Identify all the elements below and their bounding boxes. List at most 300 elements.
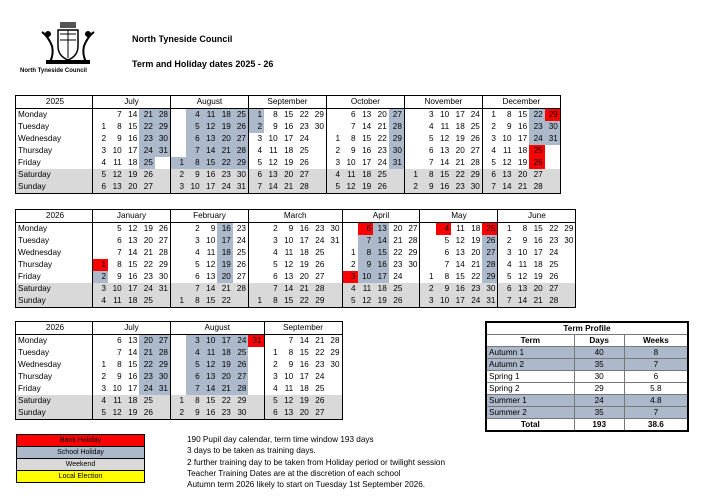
calendar-day-cell <box>326 181 342 194</box>
day-number: 8 <box>117 122 122 131</box>
day-number: 23 <box>236 224 246 233</box>
day-number: 25 <box>143 158 153 167</box>
term-weeks: 8 <box>624 347 688 359</box>
day-number: 10 <box>268 134 278 143</box>
day-number: 19 <box>455 134 465 143</box>
day-number: 12 <box>362 296 372 305</box>
calendar-day-cell <box>124 335 140 348</box>
calendar-day-cell <box>545 247 561 259</box>
day-number: 17 <box>455 110 465 119</box>
day-number: 26 <box>236 122 246 131</box>
day-number: 9 <box>117 272 122 281</box>
calendar-day-cell <box>311 145 327 157</box>
calendar-day-cell <box>233 133 249 145</box>
day-number: 15 <box>533 224 543 233</box>
day-number: 18 <box>128 158 138 167</box>
calendar-day-cell <box>373 235 389 247</box>
day-number: 27 <box>549 284 559 293</box>
calendar-day-cell <box>467 181 483 194</box>
day-number: 10 <box>440 296 450 305</box>
day-number: 17 <box>299 236 309 245</box>
calendar-day-cell <box>124 169 140 181</box>
calendar-day-cell <box>326 359 342 371</box>
calendar-day-cell <box>420 271 436 283</box>
day-number <box>246 296 248 305</box>
day-number: 4 <box>444 224 450 233</box>
day-number: 18 <box>221 248 231 257</box>
calendar-day-cell <box>389 145 405 157</box>
day-number: 16 <box>455 284 465 293</box>
calendar-day-cell <box>482 109 498 122</box>
day-number <box>262 236 264 245</box>
day-number: 29 <box>392 134 402 143</box>
calendar-day-cell <box>202 169 218 181</box>
day-number: 20 <box>518 170 528 179</box>
calendar-day-cell <box>545 259 561 271</box>
day-number <box>168 408 170 417</box>
calendar-day-cell <box>155 395 171 407</box>
calendar-day-cell <box>155 407 171 420</box>
day-number: 16 <box>377 260 387 269</box>
day-number: 8 <box>273 296 278 305</box>
day-number <box>340 384 342 393</box>
day-number: 21 <box>455 158 465 167</box>
calendar-day-cell <box>186 235 202 247</box>
calendar-day-cell <box>186 121 202 133</box>
day-number: 22 <box>299 110 309 119</box>
day-number: 28 <box>315 284 325 293</box>
calendar-day-cell <box>404 223 420 236</box>
day-number: 26 <box>143 170 153 179</box>
calendar-day-cell <box>514 121 530 133</box>
calendar-day-cell <box>248 259 264 271</box>
calendar-day-cell <box>186 383 202 395</box>
day-number: 8 <box>522 224 528 233</box>
term-profile-row <box>486 371 688 383</box>
day-number: 18 <box>518 146 528 155</box>
day-number: 4 <box>351 284 356 293</box>
calendar-day-cell <box>295 247 311 259</box>
calendar-day-cell <box>326 259 342 271</box>
term-days: 29 <box>574 383 624 395</box>
calendar-day-cell <box>545 271 561 283</box>
calendar-day-cell <box>389 109 405 122</box>
calendar-day-cell <box>326 121 342 133</box>
day-number: 23 <box>471 284 481 293</box>
day-number: 21 <box>518 182 528 191</box>
calendar-day-cell <box>155 295 171 308</box>
calendar-day-cell <box>139 347 155 359</box>
calendar-day-cell <box>420 109 436 122</box>
day-number: 24 <box>533 134 543 143</box>
calendar-day-cell <box>124 145 140 157</box>
day-number: 7 <box>273 284 278 293</box>
calendar-day-cell <box>124 235 140 247</box>
day-number: 23 <box>533 122 543 131</box>
calendar-day-cell <box>529 145 545 157</box>
day-label: Tuesday <box>16 121 93 133</box>
day-number: 27 <box>236 134 246 143</box>
calendar-day-cell <box>420 121 436 133</box>
calendar-day-cell <box>233 169 249 181</box>
day-number <box>262 360 264 369</box>
calendar-day-cell <box>420 259 436 271</box>
day-number: 28 <box>299 182 309 191</box>
legend <box>16 434 145 483</box>
legend-local-election: Local Election <box>17 471 144 482</box>
month-header: June <box>498 210 576 223</box>
day-number: 21 <box>143 348 153 357</box>
calendar-day-cell <box>264 371 280 383</box>
day-number: 21 <box>221 146 231 155</box>
day-number: 12 <box>346 182 356 191</box>
day-number <box>573 296 575 305</box>
calendar-day-cell <box>202 235 218 247</box>
calendar-day-cell <box>217 133 233 145</box>
day-number: 8 <box>506 110 512 119</box>
calendar-day-cell <box>217 145 233 157</box>
calendar-day-cell <box>326 295 342 308</box>
calendar-day-cell <box>514 283 530 295</box>
day-number: 19 <box>299 396 309 405</box>
calendar-day-cell <box>498 145 514 157</box>
calendar-day-cell <box>264 295 280 308</box>
term-term: Autumn 2 <box>486 359 574 371</box>
calendar-day-cell <box>311 283 327 295</box>
day-number: 1 <box>506 224 512 233</box>
day-number: 1 <box>179 158 185 167</box>
calendar-day-cell <box>248 347 264 359</box>
day-number: 7 <box>117 348 122 357</box>
day-number: 10 <box>112 384 122 393</box>
day-number: 18 <box>471 224 481 233</box>
day-number: 14 <box>128 110 138 119</box>
day-number: 5 <box>101 408 107 417</box>
day-number: 20 <box>471 248 481 257</box>
calendar-day-cell <box>248 371 264 383</box>
day-label: Monday <box>16 109 93 122</box>
calendar-day-cell <box>248 271 264 283</box>
calendar-day-cell <box>373 169 389 181</box>
day-number <box>106 336 108 345</box>
term-days: 30 <box>574 371 624 383</box>
calendar-day-cell <box>108 169 124 181</box>
day-number: 13 <box>455 248 465 257</box>
day-number: 14 <box>455 260 465 269</box>
calendar-day-cell <box>529 247 545 259</box>
calendar-day-cell <box>514 169 530 181</box>
calendar-day-cell <box>108 223 124 236</box>
calendar-day-cell <box>560 295 576 308</box>
calendar-day-cell <box>420 295 436 308</box>
calendar-day-cell <box>264 359 280 371</box>
day-number: 25 <box>377 170 387 179</box>
day-number: 16 <box>518 122 528 131</box>
day-number: 2 <box>179 170 185 179</box>
day-number: 14 <box>128 248 138 257</box>
calendar-day-cell <box>358 133 374 145</box>
day-number <box>340 260 342 269</box>
calendar-day-cell <box>311 169 327 181</box>
calendar-day-cell <box>108 235 124 247</box>
day-number: 14 <box>268 182 278 191</box>
calendar-day-cell <box>248 283 264 295</box>
calendar-day-cell <box>186 295 202 308</box>
calendar-day-cell <box>295 295 311 308</box>
calendar-day-cell <box>311 359 327 371</box>
calendar-day-cell <box>202 157 218 169</box>
day-number: 18 <box>377 284 387 293</box>
day-number: 24 <box>299 134 309 143</box>
day-number: 24 <box>470 110 480 119</box>
calendar-day-cell <box>326 247 342 259</box>
calendar-day-cell <box>108 383 124 395</box>
day-number: 17 <box>221 236 231 245</box>
calendar-day-cell <box>186 145 202 157</box>
calendar-day-cell <box>280 235 296 247</box>
calendar-day-cell <box>373 121 389 133</box>
calendar-day-cell <box>342 247 358 259</box>
day-number: 23 <box>455 182 465 191</box>
calendar-day-cell <box>233 121 249 133</box>
month-header: February <box>170 210 248 223</box>
year-label: 2026 <box>16 322 93 335</box>
day-number: 24 <box>236 236 246 245</box>
day-number <box>340 296 342 305</box>
day-number: 18 <box>299 248 309 257</box>
day-number: 12 <box>128 224 138 233</box>
calendar-day-cell <box>93 407 109 420</box>
day-number: 11 <box>440 122 450 131</box>
day-number: 13 <box>206 372 216 381</box>
day-number: 29 <box>486 272 496 281</box>
calendar-day-cell <box>342 283 358 295</box>
day-number: 27 <box>299 170 309 179</box>
day-number: 26 <box>486 236 496 245</box>
calendar-day-cell <box>404 121 420 133</box>
term-profile-row <box>486 359 688 371</box>
day-number: 2 <box>429 284 434 293</box>
day-number: 8 <box>351 134 356 143</box>
day-number: 2 <box>351 260 356 269</box>
day-number: 28 <box>549 296 559 305</box>
day-number <box>356 236 358 245</box>
day-number: 16 <box>362 146 372 155</box>
calendar-day-cell <box>280 371 296 383</box>
calendar-day-cell <box>217 271 233 283</box>
calendar-day-cell <box>264 335 280 348</box>
day-number: 27 <box>315 272 325 281</box>
day-number: 6 <box>366 224 372 233</box>
year-label: 2026 <box>16 210 93 223</box>
calendar-day-cell <box>373 283 389 295</box>
day-number: 24 <box>471 296 481 305</box>
calendar-day-cell <box>233 383 249 395</box>
day-number: 11 <box>206 110 216 119</box>
calendar-day-cell <box>170 157 186 169</box>
calendar-day-cell <box>420 235 436 247</box>
day-number: 28 <box>158 248 168 257</box>
day-number: 26 <box>533 158 543 167</box>
calendar-day-cell <box>295 283 311 295</box>
calendar-day-cell <box>560 283 576 295</box>
calendar-day-cell <box>202 271 218 283</box>
calendar-day-cell <box>217 181 233 194</box>
day-label: Friday <box>16 271 93 283</box>
day-number: 8 <box>288 348 294 357</box>
calendar-day-cell <box>233 271 249 283</box>
calendar-day-cell <box>170 145 186 157</box>
calendar-day-cell <box>404 259 420 271</box>
day-number: 18 <box>533 260 543 269</box>
day-number: 5 <box>429 134 434 143</box>
day-number: 13 <box>206 134 216 143</box>
day-number: 15 <box>128 122 138 131</box>
calendar-day-cell <box>217 259 233 271</box>
calendar-day-cell <box>93 359 109 371</box>
calendar-day-cell <box>498 271 514 283</box>
day-number: 31 <box>392 158 402 167</box>
day-number: 10 <box>284 236 294 245</box>
day-number: 24 <box>393 272 403 281</box>
day-number: 17 <box>128 146 138 155</box>
day-number: 3 <box>195 336 200 345</box>
calendar-day-cell <box>108 395 124 407</box>
day-number: 17 <box>284 134 294 143</box>
day-number: 6 <box>101 182 107 191</box>
calendar-day-cell <box>170 259 186 271</box>
calendar-day-cell <box>326 347 342 359</box>
day-number: 11 <box>206 248 216 257</box>
day-number: 12 <box>112 408 122 417</box>
day-number: 19 <box>221 122 231 131</box>
calendar-day-cell <box>514 295 530 308</box>
day-number <box>184 248 186 257</box>
day-number: 31 <box>252 336 262 345</box>
calendar-day-cell <box>93 157 109 169</box>
calendar-day-cell <box>467 271 483 283</box>
day-label: Wednesday <box>16 247 93 259</box>
calendar-day-cell <box>326 145 342 157</box>
calendar-day-cell <box>373 157 389 169</box>
day-number <box>168 170 170 179</box>
day-number <box>106 224 108 233</box>
calendar-day-cell <box>342 259 358 271</box>
day-number: 3 <box>506 248 512 257</box>
calendar-day-cell <box>280 157 296 169</box>
calendar-day-cell <box>482 283 498 295</box>
day-number: 26 <box>143 408 153 417</box>
calendar-day-cell <box>93 145 109 157</box>
day-number: 3 <box>273 236 278 245</box>
month-header: December <box>482 96 560 109</box>
document-title: Term and Holiday dates 2025 - 26 <box>132 59 274 69</box>
note-line: 190 Pupil day calendar, term time window 193 days <box>187 435 374 444</box>
calendar-day-cell <box>295 359 311 371</box>
day-number: 12 <box>206 360 216 369</box>
calendar-day-cell <box>311 271 327 283</box>
day-number: 21 <box>143 110 153 119</box>
calendar-day-cell <box>326 335 342 348</box>
day-number: 21 <box>221 284 231 293</box>
day-number: 20 <box>128 182 138 191</box>
day-number: 6 <box>444 248 450 257</box>
calendar-day-cell <box>514 223 530 236</box>
day-number: 29 <box>237 396 247 405</box>
calendar-day-cell <box>420 157 436 169</box>
calendar-day-cell <box>202 395 218 407</box>
calendar-day-cell <box>186 271 202 283</box>
day-number <box>184 384 186 393</box>
day-number <box>106 348 108 357</box>
calendar-day-cell <box>311 407 327 420</box>
day-number: 30 <box>314 122 324 131</box>
calendar-day-cell <box>170 223 186 236</box>
calendar-day-cell <box>280 283 296 295</box>
day-number: 24 <box>143 384 153 393</box>
day-number: 2 <box>335 146 340 155</box>
day-number: 31 <box>158 284 168 293</box>
day-number <box>184 110 186 119</box>
day-number: 2 <box>179 408 185 417</box>
calendar-day-cell <box>124 157 140 169</box>
calendar-day-cell <box>311 247 327 259</box>
day-number: 14 <box>502 182 512 191</box>
term-term: Autumn 1 <box>486 347 574 359</box>
day-number: 8 <box>366 248 372 257</box>
calendar-day-cell <box>248 295 264 308</box>
day-number <box>168 396 170 405</box>
day-number: 9 <box>195 408 200 417</box>
day-number: 28 <box>236 146 246 155</box>
day-number: 14 <box>206 384 216 393</box>
day-number: 20 <box>221 134 231 143</box>
calendar-day-cell <box>186 109 202 122</box>
calendar-day-cell <box>93 181 109 194</box>
day-number: 27 <box>533 170 543 179</box>
calendar-day-cell <box>139 335 155 348</box>
day-label: Tuesday <box>16 235 93 247</box>
day-number: 23 <box>299 122 309 131</box>
term-term: Spring 1 <box>486 371 574 383</box>
calendar-day-cell <box>404 295 420 308</box>
day-number: 28 <box>408 236 418 245</box>
day-label: Wednesday <box>16 359 93 371</box>
calendar-day-cell <box>170 121 186 133</box>
day-number: 22 <box>299 296 309 305</box>
calendar-day-cell <box>514 247 530 259</box>
calendar-day-cell <box>467 109 483 122</box>
day-number: 3 <box>429 110 434 119</box>
calendar-day-cell <box>498 283 514 295</box>
day-number: 7 <box>195 384 200 393</box>
day-number: 28 <box>236 284 246 293</box>
day-label: Sunday <box>16 407 93 420</box>
calendar-day-cell <box>139 283 155 295</box>
calendar-day-cell <box>139 145 155 157</box>
calendar-day-cell <box>248 133 264 145</box>
calendar-day-cell <box>451 145 467 157</box>
day-number: 28 <box>158 110 168 119</box>
calendar-day-cell <box>202 181 218 194</box>
calendar-day-cell <box>467 145 483 157</box>
calendar-day-cell <box>373 295 389 308</box>
day-number <box>340 284 342 293</box>
calendar-day-cell <box>217 235 233 247</box>
day-number: 3 <box>257 134 263 143</box>
calendar-day-cell <box>139 121 155 133</box>
day-number: 13 <box>268 170 278 179</box>
